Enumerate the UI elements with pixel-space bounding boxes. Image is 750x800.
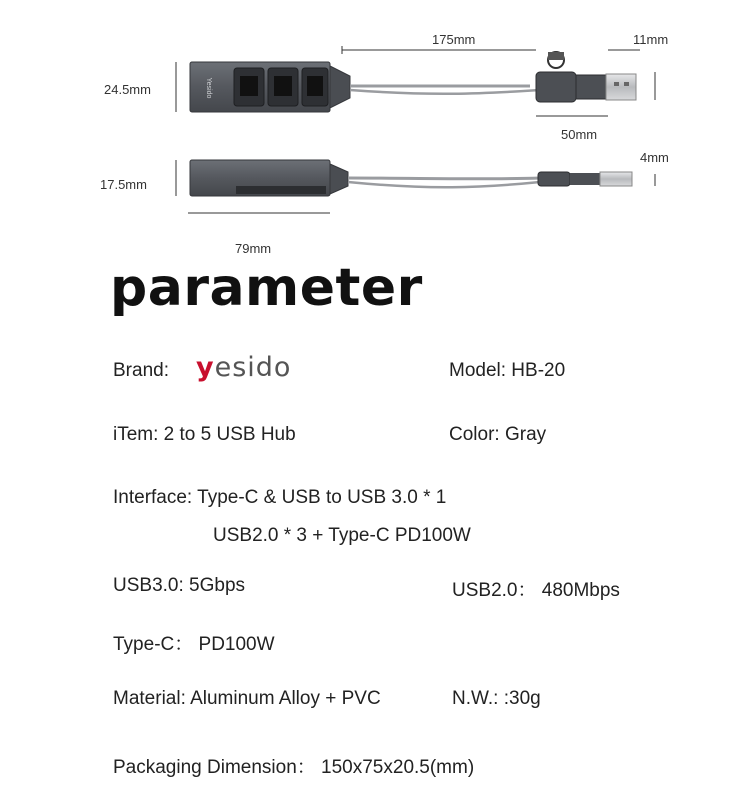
interface-spec-line2: USB2.0 * 3 + Type-C PD100W (213, 525, 471, 546)
hub-brand-print: Yesido (205, 77, 212, 99)
typec-power-spec: Type-C： PD100W (113, 634, 275, 655)
interface-spec-line1: Interface: Type-C & USB to USB 3.0 * 1 (113, 487, 447, 508)
dimension-length-175: 175mm (432, 32, 476, 47)
usb3-speed-spec: USB3.0: 5Gbps (113, 575, 246, 596)
dimension-height-17-5: 17.5mm (100, 177, 147, 192)
material-spec: Material: Aluminum Alloy + PVC (113, 688, 381, 709)
hub-top-view (190, 52, 636, 112)
hub-side-view (190, 160, 632, 196)
color-spec: Color: Gray (449, 424, 547, 445)
dimension-body-79: 79mm (235, 241, 272, 256)
brand-logo-text: esido (214, 352, 292, 383)
dimension-width-24-5: 24.5mm (104, 82, 151, 97)
item-spec: iTem: 2 to 5 USB Hub (113, 424, 296, 445)
usb2-speed-spec: USB2.0： 480Mbps (452, 580, 620, 601)
dimension-splitter-50: 50mm (561, 127, 598, 142)
brand-label: Brand: (113, 360, 169, 381)
parameter-title: parameter (110, 258, 423, 318)
dimension-thickness-4: 4mm (640, 150, 669, 165)
dimension-plug-11: 11mm (633, 32, 669, 47)
model-spec: Model: HB-20 (449, 360, 566, 381)
packaging-dimension-spec: Packaging Dimension： 150x75x20.5(mm) (113, 757, 475, 778)
brand-logo-y: y (196, 352, 215, 383)
net-weight-spec: N.W.: :30g (452, 688, 541, 709)
brand-logo (196, 352, 291, 383)
